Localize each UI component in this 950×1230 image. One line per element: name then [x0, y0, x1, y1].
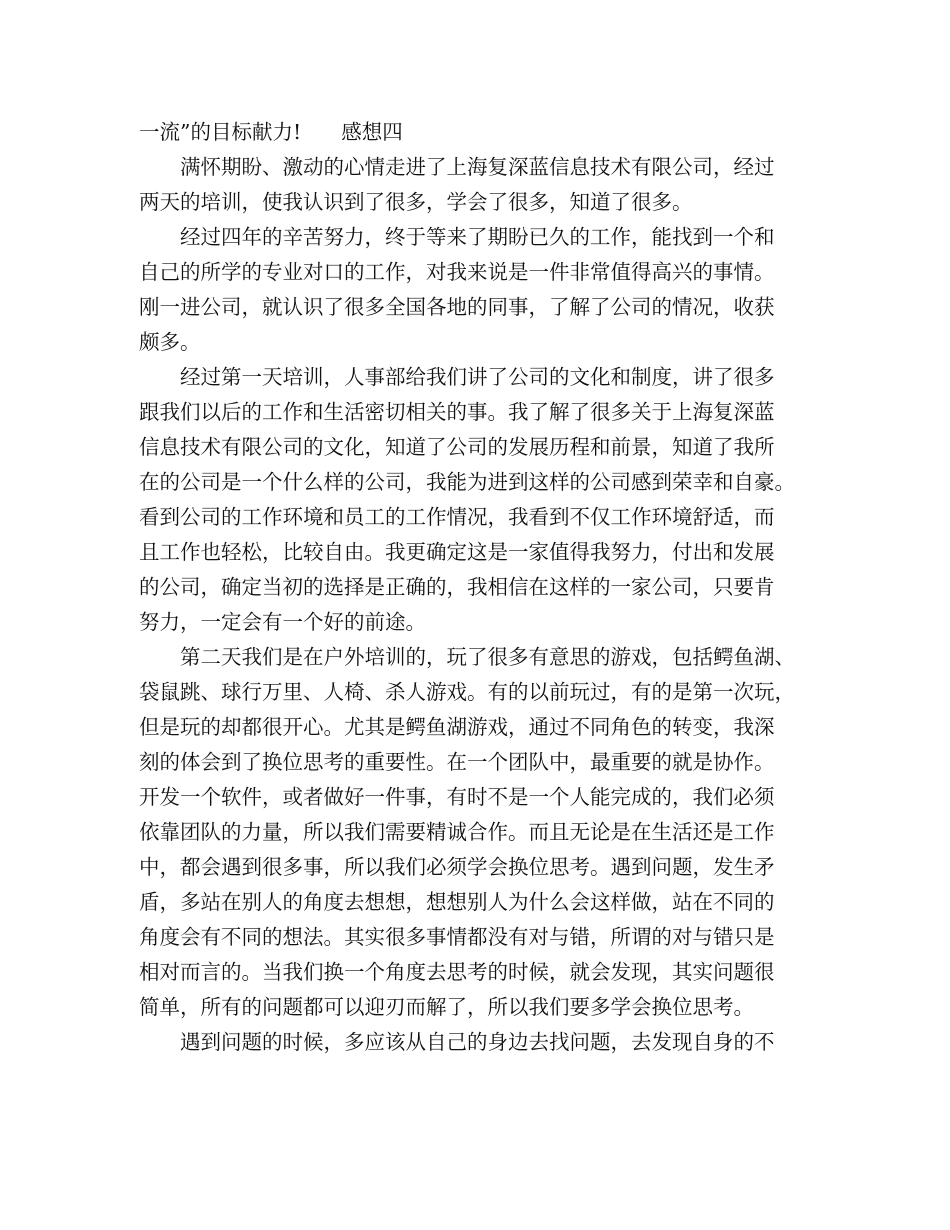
text-line: 的公司，确定当初的选择是正确的，我相信在这样的一家公司，只要肯 — [139, 575, 775, 599]
text-line: 刻的体会到了换位思考的重要性。在一个团队中，最重要的就是协作。 — [139, 750, 775, 774]
text-line: 中，都会遇到很多事，所以我们必须学会换位思考。遇到问题，发生矛 — [139, 855, 775, 879]
text-line: 刚一进公司，就认识了很多全国各地的同事，了解了公司的情况，收获 — [139, 295, 775, 319]
text-line: 袋鼠跳、球行万里、人椅、杀人游戏。有的以前玩过，有的是第一次玩， — [139, 680, 795, 704]
previous-section-ending: 一流”的目标献力! — [139, 120, 302, 144]
text-line: 盾，多站在别人的角度去想想，想想别人为什么会这样做，站在不同的 — [139, 890, 775, 914]
first-line — [139, 115, 819, 150]
text-line: 信息技术有限公司的文化，知道了公司的发展历程和前景，知道了我所 — [139, 435, 775, 459]
section-heading: 感想四 — [341, 120, 403, 144]
text-line: 经过四年的辛苦努力，终于等来了期盼已久的工作，能找到一个和 — [180, 225, 775, 249]
text-line: 在的公司是一个什么样的公司，我能为进到这样的公司感到荣幸和自豪。 — [139, 470, 795, 494]
text-line: 自己的所学的专业对口的工作，对我来说是一件非常值得高兴的事情。 — [139, 260, 775, 284]
text-line: 且工作也轻松，比较自由。我更确定这是一家值得我努力，付出和发展 — [139, 540, 775, 564]
text-line: 满怀期盼、激动的心情走进了上海复深蓝信息技术有限公司，经过 — [180, 155, 775, 179]
text-line: 第二天我们是在户外培训的，玩了很多有意思的游戏，包括鳄鱼湖、 — [180, 645, 795, 669]
text-line: 跟我们以后的工作和生活密切相关的事。我了解了很多关于上海复深蓝 — [139, 400, 775, 424]
text-line: 遇到问题的时候，多应该从自己的身边去找问题，去发现自身的不 — [180, 1030, 775, 1054]
text-line: 简单，所有的问题都可以迎刃而解了，所以我们要多学会换位思考。 — [139, 995, 754, 1019]
text-line: 角度会有不同的想法。其实很多事情都没有对与错，所谓的对与错只是 — [139, 925, 775, 949]
text-line: 努力，一定会有一个好的前途。 — [139, 610, 426, 634]
text-line: 两天的培训，使我认识到了很多，学会了很多，知道了很多。 — [139, 190, 693, 214]
text-line: 依靠团队的力量，所以我们需要精诚合作。而且无论是在生活还是工作 — [139, 820, 775, 844]
text-line: 相对而言的。当我们换一个角度去思考的时候，就会发现，其实问题很 — [139, 960, 775, 984]
text-line: 开发一个软件，或者做好一件事，有时不是一个人能完成的，我们必须 — [139, 785, 775, 809]
text-line: 颇多。 — [139, 330, 201, 354]
text-line: 看到公司的工作环境和员工的工作情况，我看到不仅工作环境舒适，而 — [139, 505, 775, 529]
text-line: 但是玩的却都很开心。尤其是鳄鱼湖游戏，通过不同角色的转变，我深 — [139, 715, 775, 739]
text-line: 经过第一天培训，人事部给我们讲了公司的文化和制度，讲了很多 — [180, 365, 775, 389]
document-page — [139, 115, 819, 1060]
